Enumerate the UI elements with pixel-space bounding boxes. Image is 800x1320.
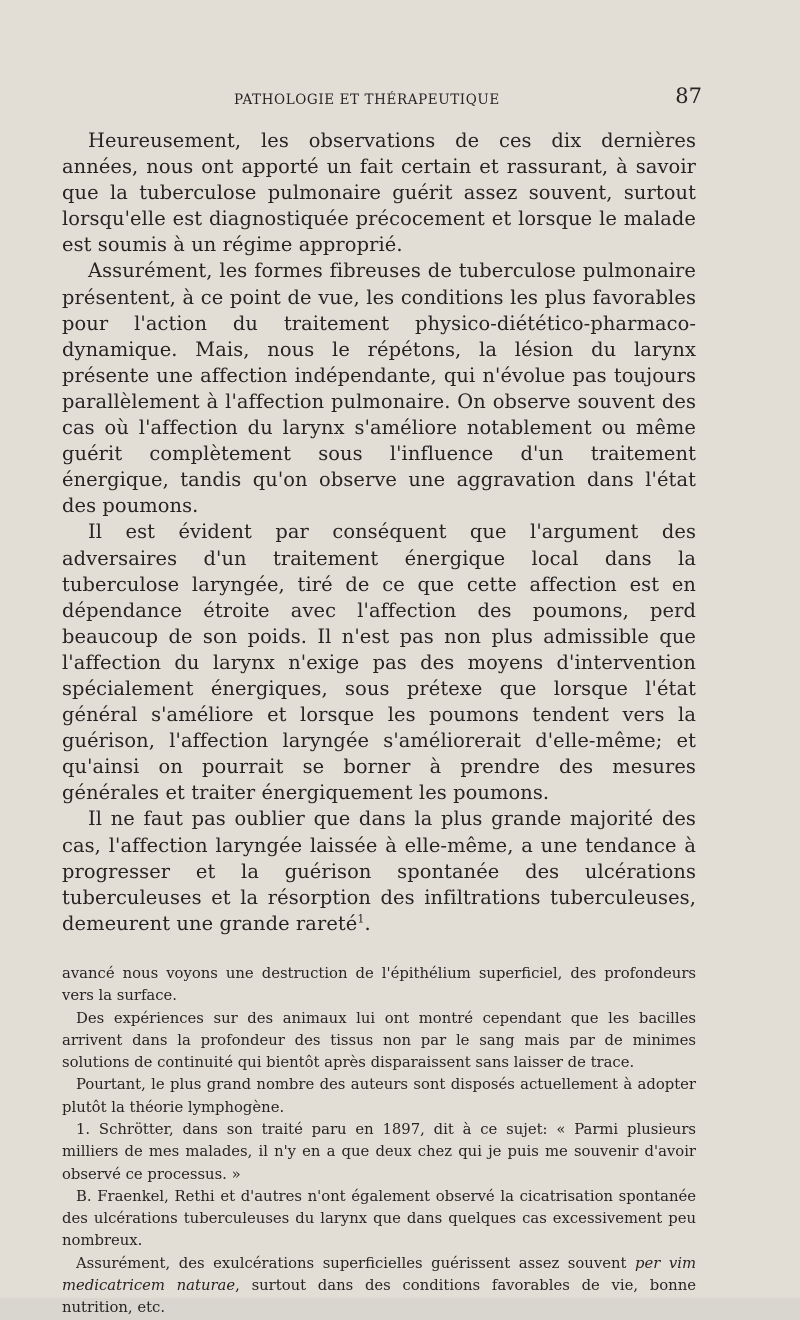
paragraph-text: Il ne faut pas oublier que dans la plus grande majorité des cas, l'affection laryngée laissée à elle-même, a une tendance à progresser et la guérison spontanée des ulcérations tuberculeuses et la résorption des infiltrations tuberculeuses, demeurent une grande rareté [62, 807, 696, 935]
footnote-paragraph: 1. Schrötter, dans son traité paru en 1897, dit à ce sujet: « Parmi plusieurs milliers de mes malades, il n'y en a que deux chez qui je puis me souvenir d'avoir observé ce processus. » [62, 1120, 696, 1183]
running-title: PATHOLOGIE ET THÉRAPEUTIQUE [234, 92, 500, 108]
paragraph: Assurément, les formes fibreuses de tuberculose pulmonaire présentent, à ce point de vue, les conditions les plus favorables pour l'action du traitement physico-diétético-pharmaco-dynamique. Mais, nous le répétons, la lésion du larynx présente une affection indépendante, qui n'évolue pas toujours parallèlement à l'affection pulmonaire. On observe souvent des cas où l'affection du larynx s'améliore notablement ou même guérit complètement sous l'influence d'un traitement énergique, tandis qu'on observe une aggravation dans l'état des poumons. [62, 259, 696, 518]
page-number: 87 [675, 84, 702, 108]
footnote-paragraph: Pourtant, le plus grand nombre des auteurs sont disposés actuellement à adopter plutôt la théorie lymphogène. [62, 1076, 696, 1116]
footnote-paragraph [62, 1253, 696, 1320]
footnote-paragraph: B. Fraenkel, Rethi et d'autres n'ont également observé la cicatrisation spontanée des ulcérations tuberculeuses du larynx que dans quelques cas excessivement peu nombreux. [62, 1187, 696, 1250]
paragraph [62, 806, 696, 936]
paragraph-end: . [364, 911, 371, 935]
paragraph: Il est évident par conséquent que l'argument des adversaires d'un traitement énergique local dans la tuberculose laryngée, tiré de ce que cette affection est en dépendance étroite avec l'affection des poumons, perd beaucoup de son poids. Il n'est pas non plus admissible que l'affection du larynx n'exige pas des moyens d'intervention spécialement énergiques, sous prétexe que lorsque l'état général s'améliore et lorsque les poumons tendent vers la guérison, l'affection laryngée s'améliorerait d'elle-même; et qu'ainsi on pourrait se borner à prendre des mesures générales et traiter énergiquement les poumons. [62, 520, 696, 805]
footnotes [62, 963, 696, 1320]
running-head [62, 82, 702, 112]
footnote-text: Assurément, des exulcérations superficielles guérissent assez souvent [76, 1254, 627, 1272]
footnote-paragraph: avancé nous voyons une destruction de l'épithélium superficiel, des profondeurs vers la surface. [62, 964, 696, 1005]
footnote-paragraph: Des expériences sur des animaux lui ont montré cependant que les bacilles arrivent dans la profondeur des tissus non par le sang mais par de minimes solutions de continuité qui bientôt après disparaissent sans laisser de trace. [62, 1009, 696, 1072]
main-text [62, 128, 696, 937]
latin-phrase: per vim medicatricem naturae [62, 1254, 696, 1295]
footnote-reference: 1 [357, 912, 365, 926]
paragraph: Heureusement, les observations de ces dix dernières années, nous ont apporté un fait certain et rassurant, à savoir que la tuberculose pulmonaire guérit assez souvent, surtout lorsqu'elle est diagnostiquée précocement et lorsque le malade est soumis à un régime approprié. [62, 129, 696, 257]
footnote-text-end: , surtout dans des conditions favorables de vie, bonne nutrition, etc. [62, 1277, 696, 1317]
